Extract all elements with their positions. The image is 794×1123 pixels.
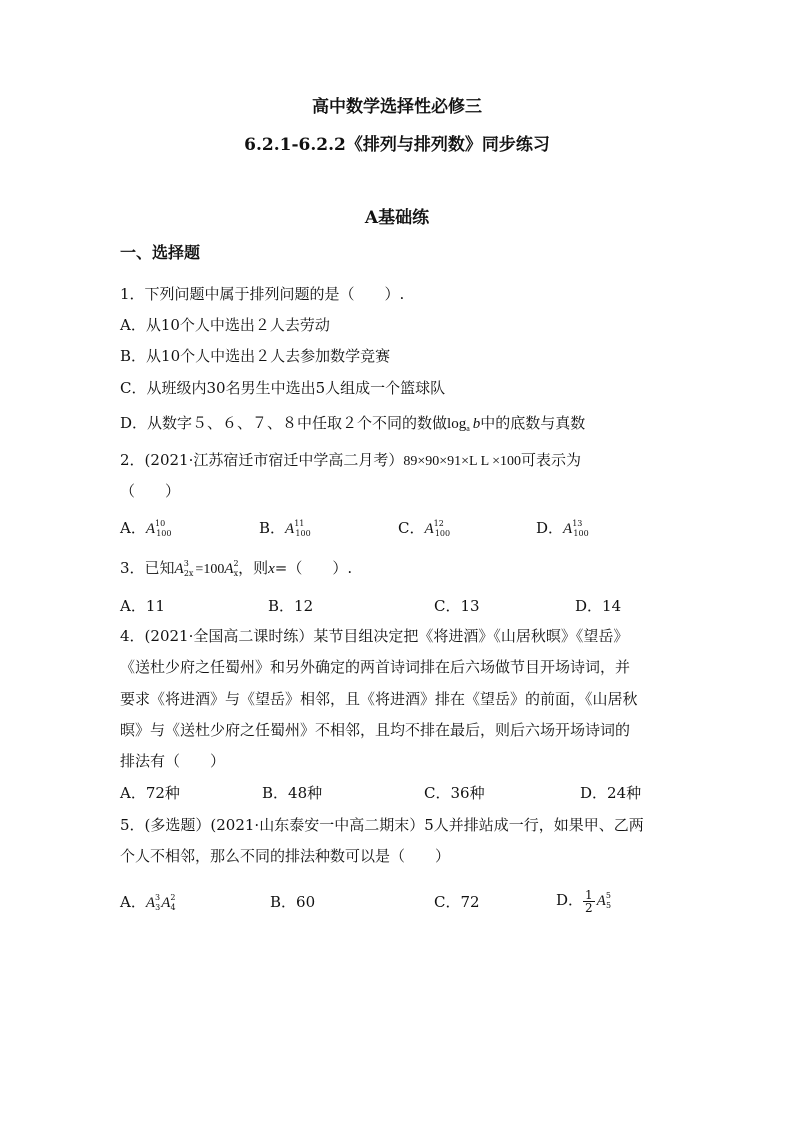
q4-option-a: A．72种 — [120, 784, 180, 802]
q2-stem-text: 2．(2021·江苏宿迁市宿迁中学高二月考） — [120, 451, 404, 469]
q2-option-d-label: D． — [536, 519, 564, 537]
q5-a-A1-sup: 3 — [155, 893, 161, 902]
q2-c-symbol: A — [424, 521, 434, 537]
q3-A2-sub: x — [233, 569, 239, 578]
q5-d-A-sup: 5 — [605, 891, 611, 900]
q5-a-A2-sub: 4 — [170, 903, 176, 912]
q3-option-b: B．12 — [268, 597, 314, 615]
q4-line-5: 排法有（ ） — [120, 752, 226, 770]
q3-x: x — [268, 561, 275, 577]
q1-option-d-text: D．从数字５、６、７、８中任取２个不同的数做 — [120, 414, 448, 432]
q5-a-A2-sup: 2 — [170, 893, 176, 902]
q2-a-symbol: A — [145, 521, 156, 537]
q5-a-A1-sub: 3 — [155, 903, 161, 912]
q2-expression: 89×90×91×L L ×100 — [403, 454, 521, 469]
q4-line-4: 暝》与《送杜少府之任蜀州》不相邻，且均不排在最后，则后六场开场诗词的 — [120, 721, 631, 739]
q2-paren: （ ） — [120, 482, 181, 500]
q1-option-a: A．从10个人中选出２人去劳动 — [120, 316, 330, 334]
q5-d-A-sub: 5 — [605, 901, 612, 910]
q1-option-d — [120, 413, 585, 436]
q2-c-sub: 100 — [434, 529, 451, 538]
q2-d-sub: 100 — [573, 529, 589, 538]
q3-A1-sub: 2x — [183, 569, 194, 578]
q5-line-1: 5．(多选题）(2021·山东泰安一中高二期末）5人并排站成一行，如果甲、乙两 — [120, 816, 644, 834]
q3-mid: ，则 — [238, 559, 269, 577]
q5-line-2: 个人不相邻，那么不同的排法种数可以是（ ） — [120, 847, 451, 865]
q4-line-2: 《送杜少府之任蜀州》和另外确定的两首诗词排在后六场做节目开场诗词，并 — [120, 658, 631, 676]
q4-option-b: B．48种 — [262, 784, 323, 802]
q5-d-numerator: 1 — [585, 887, 593, 902]
q5-option-a — [120, 892, 176, 915]
q3-eq: =100 — [195, 562, 225, 577]
q2-option-d — [536, 518, 589, 541]
q2-d-symbol: A — [563, 521, 573, 537]
q1-log-base: a — [466, 424, 470, 433]
q2-b-sup: 11 — [294, 519, 305, 528]
q4-line-3: 要求《将进酒》与《望岳》相邻，且《将进酒》排在《望岳》的前面，《山居秋 — [120, 690, 638, 708]
q2-b-symbol: A — [285, 521, 295, 537]
q3-A2-sup: 2 — [233, 559, 239, 568]
q4-line-1: 4．(2021·全国高二课时练）某节目组决定把《将进酒》《山居秋暝》《望岳》 — [120, 627, 629, 645]
q1-option-c: C．从班级内30名男生中选出5人组成一个篮球队 — [120, 379, 446, 397]
q2-option-b-label: B． — [259, 519, 286, 537]
q1-option-d-tail: 中的底数与真数 — [480, 414, 586, 432]
q1-stem: 1．下列问题中属于排列问题的是（ ）. — [120, 285, 405, 303]
q5-d-fraction — [583, 889, 595, 914]
q3-stem-text: 3．已知 — [120, 559, 175, 577]
part-heading: 一、选择题 — [120, 243, 201, 262]
q2-option-a-label: A． — [120, 519, 146, 537]
q2-option-b — [259, 518, 311, 541]
q5-option-d — [556, 885, 611, 918]
q2-option-a — [120, 518, 171, 541]
document-subtitle: 6.2.1-6.2.2《排列与排列数》同步练习 — [244, 135, 550, 155]
q3-option-c: C．13 — [434, 597, 480, 615]
q3-A2: A — [224, 561, 234, 577]
q2-option-c-label: C． — [398, 519, 425, 537]
q5-a-A1: A — [145, 895, 156, 911]
q4-option-d: D．24种 — [580, 784, 642, 802]
q2-c-sup: 12 — [433, 519, 444, 528]
q1-option-b: B．从10个人中选出２人去参加数学竞赛 — [120, 347, 391, 365]
q3-option-a: A．11 — [120, 597, 165, 615]
q2-stem — [120, 450, 581, 472]
q2-d-sup: 13 — [572, 519, 583, 528]
q5-option-b: B．60 — [270, 893, 316, 911]
q3-tail: =（ ）. — [274, 559, 353, 577]
q5-option-c: C．72 — [434, 893, 480, 911]
q3-stem — [120, 558, 352, 581]
q5-d-A: A — [596, 893, 606, 909]
q2-b-sub: 100 — [295, 529, 311, 538]
q3-A1: A — [174, 561, 184, 577]
q2-stem-tail: 可表示为 — [521, 451, 582, 469]
document-title: 高中数学选择性必修三 — [312, 97, 482, 117]
q2-a-sup: 10 — [155, 519, 166, 528]
q5-option-d-label: D． — [556, 891, 584, 909]
q3-option-d: D．14 — [575, 597, 622, 615]
q2-a-sub: 100 — [156, 529, 172, 538]
q5-d-denominator: 2 — [585, 900, 593, 915]
q3-A1-sup: 3 — [183, 559, 189, 568]
q5-a-A2: A — [161, 895, 171, 911]
section-label: A基础练 — [364, 208, 430, 228]
q2-option-c — [398, 518, 450, 541]
q1-log: log — [447, 416, 467, 432]
q4-option-c: C．36种 — [424, 784, 485, 802]
q5-option-a-label: A． — [120, 893, 146, 911]
q1-log-arg: b — [472, 416, 481, 432]
